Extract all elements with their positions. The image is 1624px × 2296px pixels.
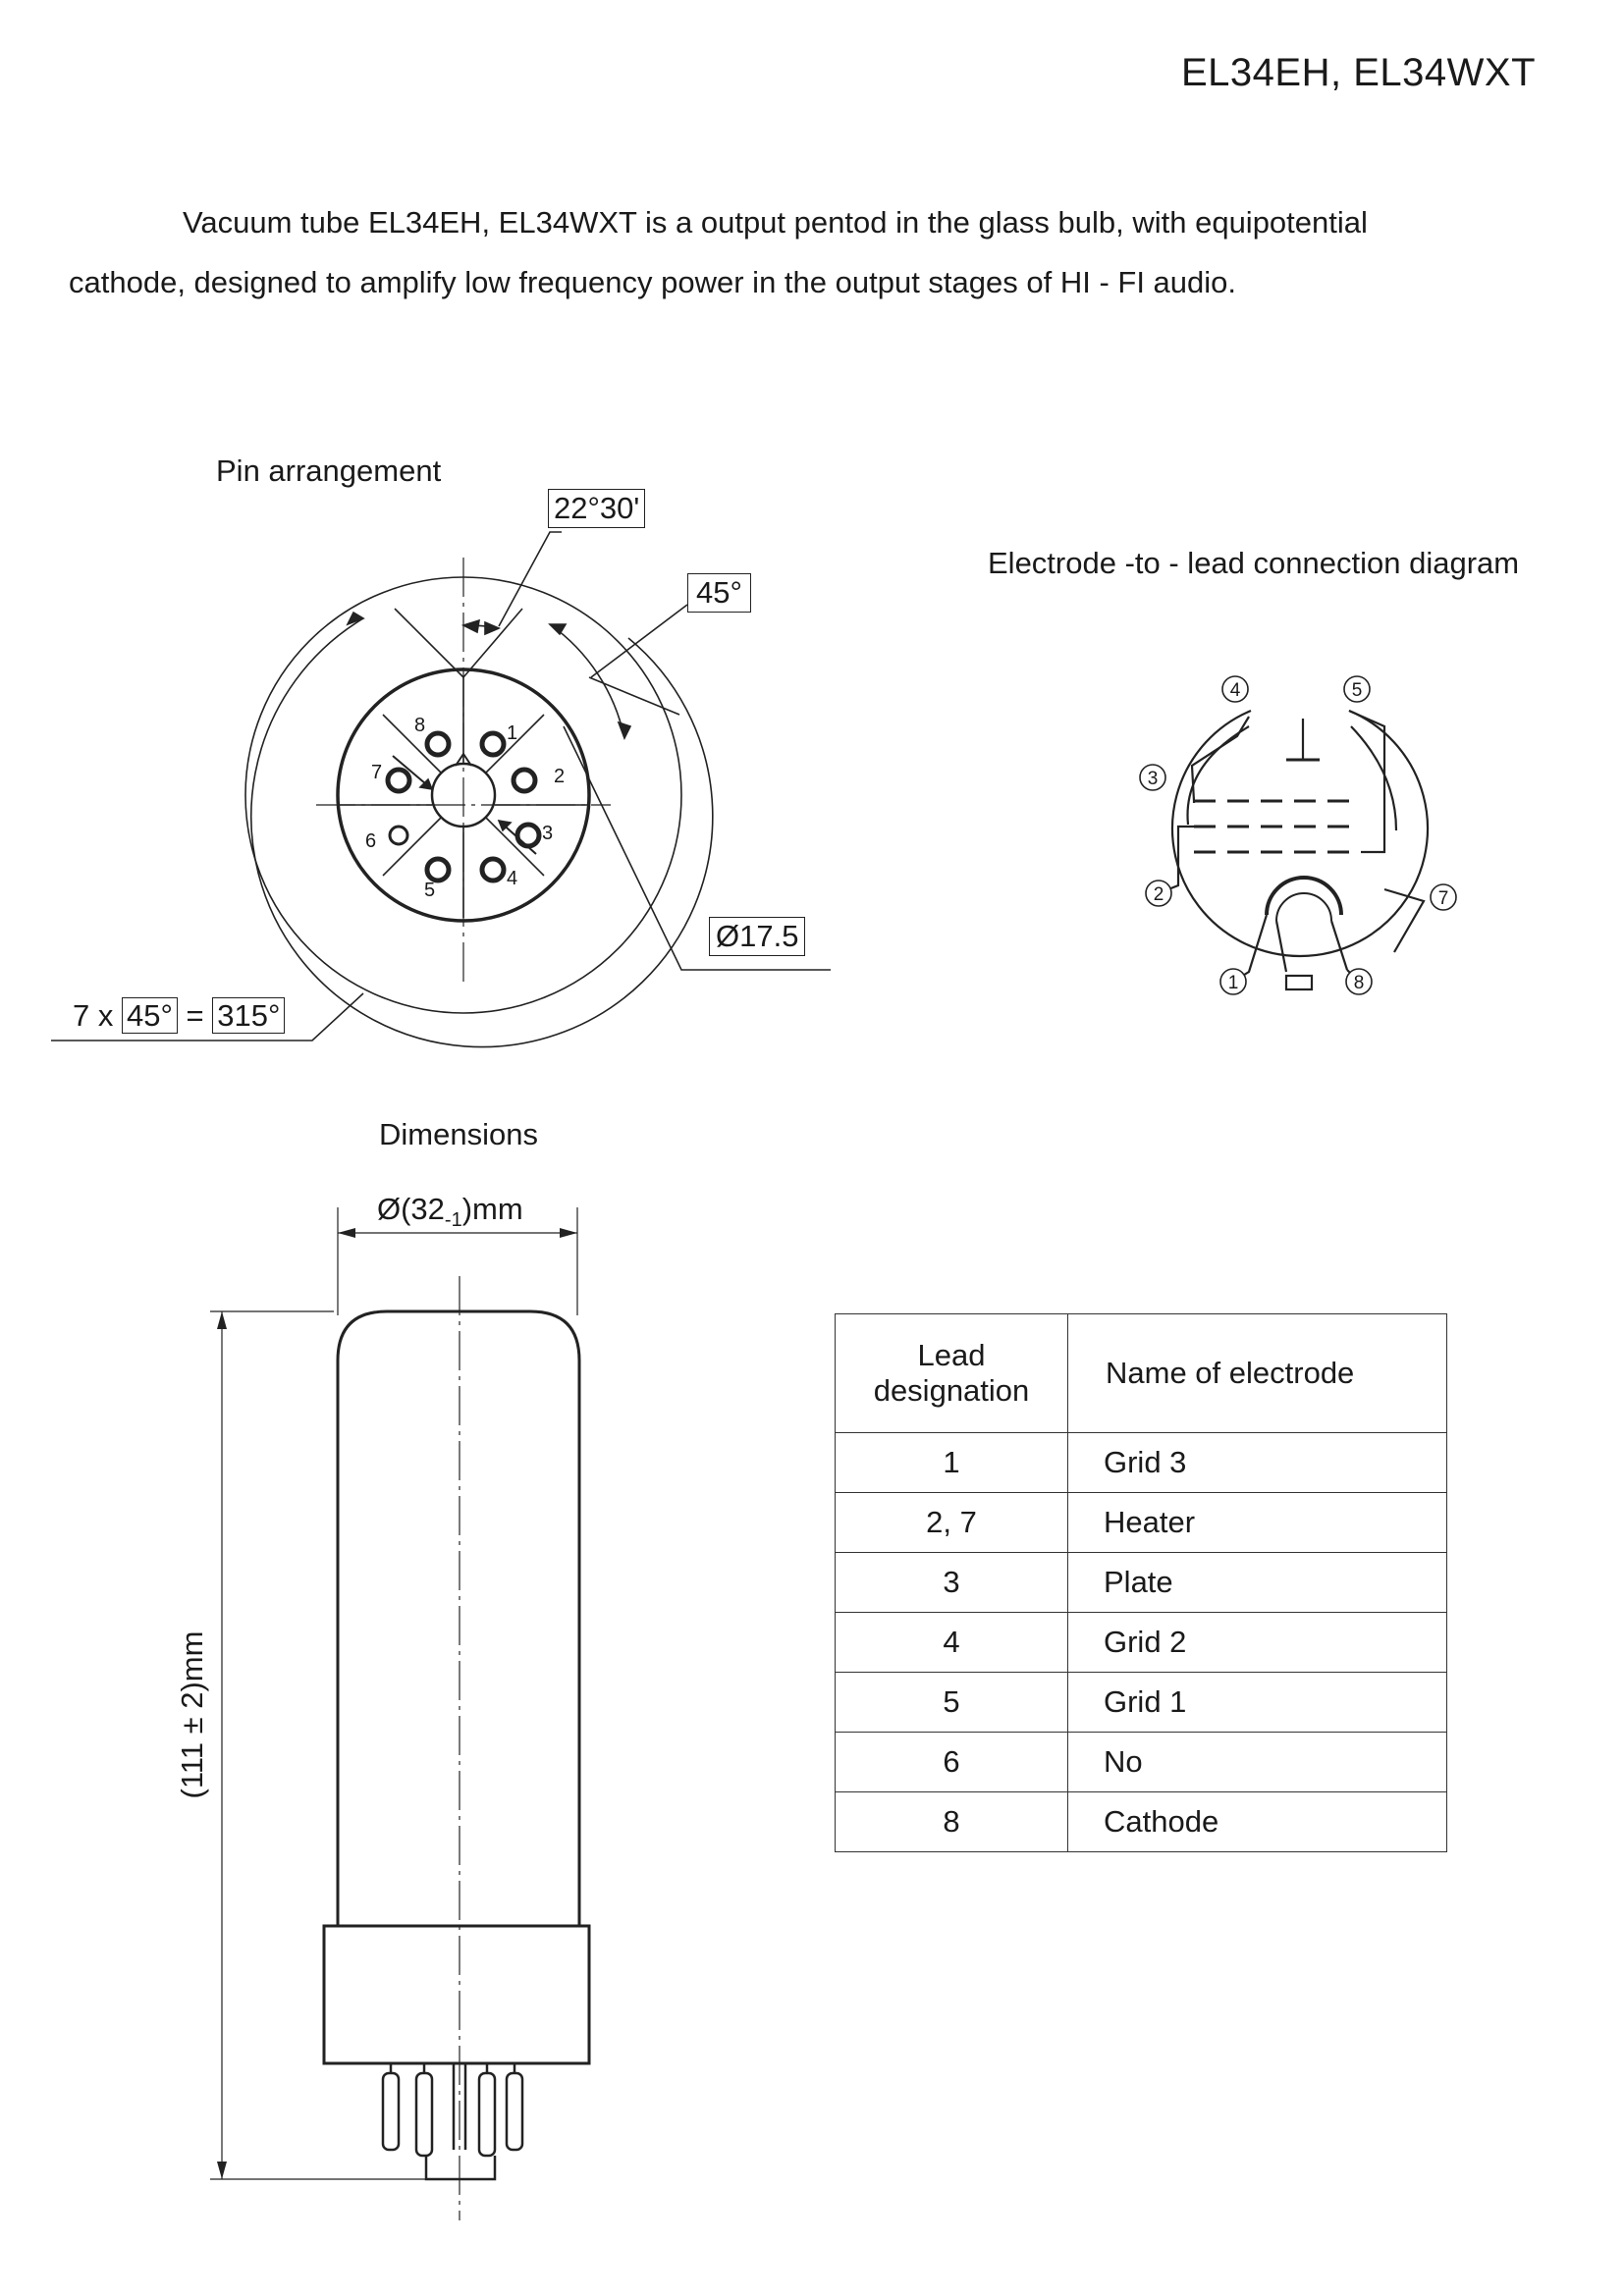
height-dimension-label: (111 ± 2)mm [175,1630,209,1799]
cathode [1276,893,1331,921]
tube-base [324,1926,589,2063]
lead-cell: 8 [836,1792,1068,1852]
electrode-cell: Heater [1068,1493,1447,1553]
angle-offset-label: 22°30' [548,489,645,528]
pin-5 [427,859,449,881]
dimensions-title: Dimensions [379,1117,538,1151]
pin-leg-a [383,2073,399,2150]
conn-pin-label-5: 5 [1351,680,1363,701]
conn-pin-label-3: 3 [1147,769,1159,789]
electrode-table [835,1313,1447,1852]
electrode-cell: Grid 3 [1068,1433,1447,1493]
pin-8 [427,733,449,755]
formula-equals: = [186,998,204,1033]
conn-pin-label-4: 4 [1229,680,1241,701]
pin-3 [517,825,539,846]
intro-paragraph [69,192,1500,312]
lead-cell: 4 [836,1613,1068,1673]
lead-cell: 6 [836,1733,1068,1792]
conn-pin-label-8: 8 [1353,973,1365,993]
table-row [836,1733,1447,1792]
electrode-cell: No [1068,1733,1447,1792]
lead-cell: 3 [836,1553,1068,1613]
table-header-row [836,1314,1447,1433]
lead-cell: 5 [836,1673,1068,1733]
document-title: EL34EH, EL34WXT [1181,51,1536,94]
table-row [836,1613,1447,1673]
lead-cell: 1 [836,1433,1068,1493]
pin-7 [388,770,409,791]
header-lead-line2: designation [873,1373,1030,1408]
pin-leg-d [507,2073,522,2150]
pin-label-2: 2 [554,766,566,787]
socket-diameter-label: Ø17.5 [709,917,805,956]
header-lead-designation [836,1314,1068,1433]
pin-label-6: 6 [365,830,377,852]
pin-1 [482,733,504,755]
envelope [1172,711,1428,956]
connection-diagram-title: Electrode -to - lead connection diagram [988,546,1520,580]
electrode-cell: Cathode [1068,1792,1447,1852]
tube-dimension-drawing [157,1198,609,2238]
pin-leg-c [479,2073,495,2156]
key-spigot [426,2156,495,2179]
table-row [836,1792,1447,1852]
electrode-cell: Plate [1068,1553,1447,1613]
formula-step: 45° [122,997,178,1034]
header-lead-line1: Lead [917,1338,986,1372]
pin-label-1: 1 [507,722,518,744]
conn-pin-label-2: 2 [1153,884,1164,905]
pin-leg-b [416,2073,432,2156]
pin-arrangement-drawing [0,471,864,1080]
table-row [836,1553,1447,1613]
pin-6 [390,827,407,844]
formula-prefix: 7 x [73,998,114,1033]
glass-bulb [338,1311,579,1926]
pin-2 [514,770,535,791]
width-label-tolerance: -1 [444,1209,462,1232]
angle-formula [73,997,285,1035]
intro-line-1: Vacuum tube EL34EH, EL34WXT is a output pentod in the glass bulb, with equipotential [183,205,1368,240]
pin-label-3: 3 [542,823,554,844]
width-label-main: Ø(32 [377,1192,445,1226]
pin-label-7: 7 [371,762,383,783]
header-electrode-name: Name of electrode [1068,1314,1447,1433]
table-row [836,1493,1447,1553]
connection-diagram [1119,658,1483,1021]
pin-label-8: 8 [414,715,426,736]
pin-label-4: 4 [507,868,518,889]
table-row [836,1433,1447,1493]
pin-4 [482,859,504,881]
pin-label-5: 5 [424,880,436,901]
electrode-cell: Grid 1 [1068,1673,1447,1733]
conn-pin-label-7: 7 [1437,888,1449,909]
table-row [836,1673,1447,1733]
formula-total: 315° [212,997,285,1034]
width-label-unit: )mm [461,1192,523,1226]
angle-step-label: 45° [687,573,751,613]
electrode-cell: Grid 2 [1068,1613,1447,1673]
lead-cell: 2, 7 [836,1493,1068,1553]
pin-arrangement-title: Pin arrangement [216,454,442,488]
conn-pin-label-1: 1 [1227,973,1239,993]
intro-line-2: cathode, designed to amplify low frequency power in the output stages of HI - FI audio. [69,265,1237,299]
